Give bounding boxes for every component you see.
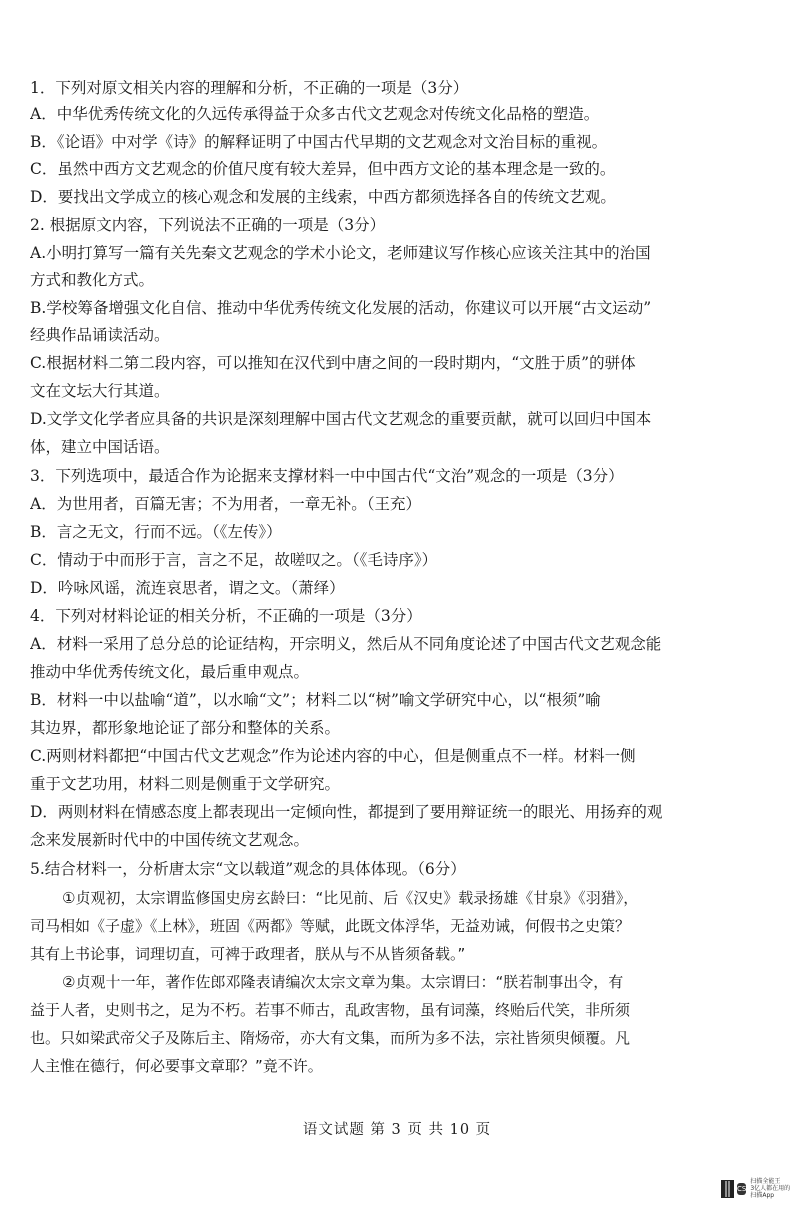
q4-stem: 4．下列对材料论证的相关分析，不正确的一项是（3分） (30, 607, 422, 625)
q2-option-d-line2: 体，建立中国话语。 (30, 438, 170, 456)
q2-option-d-line1: D.文学文化学者应具备的共识是深刻理解中国古代文艺观念的重要贡献，就可以回归中国本 (30, 410, 652, 428)
q1-option-d: D．要找出文学成立的核心观念和发展的主线索，中西方都须选择各自的传统文艺观。 (30, 188, 616, 206)
passage-1-line1: ①贞观初，太宗谓监修国史房玄龄曰：“比见前、后《汉史》载录扬雄《甘泉》《羽猎》， (62, 889, 639, 907)
q4-option-b-line2: 其边界，都形象地论证了部分和整体的关系。 (30, 719, 341, 737)
qr-code-icon (722, 1181, 733, 1197)
watermark-tagline: 3亿人都在用的扫描App (750, 1185, 791, 1199)
passage-1-line3: 其有上书论事，词理切直，可裨于政理者，朕从与不从皆须备载。” (30, 945, 466, 963)
page-footer: 语文试题 第 3 页 共 10 页 (302, 1122, 492, 1138)
app-badge-icon: CS (737, 1184, 747, 1193)
passage-2-line1: ②贞观十一年，著作佐郎邓隆表请编次太宗文章为集。太宗谓曰：“朕若制事出令，有 (62, 973, 624, 991)
q2-option-c-line2: 文在文坛大行其道。 (30, 382, 170, 400)
q5-stem: 5.结合材料一，分析唐太宗“文以载道”观念的具体体现。（6分） (30, 860, 466, 878)
q4-option-c-line2: 重于文艺功用，材料二则是侧重于文学研究。 (30, 775, 341, 793)
q3-option-a: A．为世用者，百篇无害；不为用者，一章无补。（王充） (30, 495, 421, 513)
q2-option-c-line1: C.根据材料二第二段内容，可以推知在汉代到中唐之间的一段时期内，“文胜于质”的骈体 (30, 354, 636, 372)
q2-option-b-line2: 经典作品诵读活动。 (30, 326, 170, 344)
q4-option-a-line2: 推动中华优秀传统文化，最后重申观点。 (30, 663, 310, 681)
q2-stem: 2. 根据原文内容，下列说法不正确的一项是（3分） (30, 216, 386, 234)
scanner-watermark (722, 1178, 794, 1199)
q4-option-c-line1: C.两则材料都把“中国古代文艺观念”作为论述内容的中心，但是侧重点不一样。材料一侧 (30, 747, 636, 765)
q4-option-d-line1: D．两则材料在情感态度上都表现出一定倾向性，都提到了要用辩证统一的眼光、用扬弃的观 (30, 803, 663, 821)
q1-option-b: B．《论语》中对学《诗》的解释证明了中国古代早期的文艺观念对文治目标的重视。 (30, 133, 608, 151)
passage-1-line2: 司马相如《子虚》《上林》，班固《两都》等赋，此既文体浮华，无益劝诫，何假书之史策？ (30, 917, 631, 935)
q3-option-b: B．言之无文，行而不远。（《左传》） (30, 523, 282, 541)
q4-option-b-line1: B．材料一中以盐喻“道”，以水喻“文”；材料二以“树”喻文学研究中心，以“根须”喻 (30, 691, 601, 709)
q3-option-c: C．情动于中而形于言，言之不足，故嗟叹之。（《毛诗序》） (30, 551, 438, 569)
q1-option-a: A．中华优秀传统文化的久远传承得益于众多古代文艺观念对传统文化品格的塑造。 (30, 105, 600, 123)
q4-option-d-line2: 念来发展新时代中的中国传统文艺观念。 (30, 831, 310, 849)
passage-2-line3: 也。只如梁武帝父子及陈后主、隋炀帝，亦大有文集，而所为多不法，宗社皆须臾倾覆。凡 (30, 1029, 631, 1047)
q1-stem: 1．下列对原文相关内容的理解和分析，不正确的一项是（3分） (30, 79, 469, 97)
q1-option-c: C．虽然中西方文艺观念的价值尺度有较大差异，但中西方文论的基本理念是一致的。 (30, 160, 616, 178)
q3-stem: 3．下列选项中，最适合作为论据来支撑材料一中中国古代“文治”观念的一项是（3分） (30, 467, 624, 485)
q3-option-d: D．吟咏风谣，流连哀思者，谓之文。（萧绎） (30, 579, 345, 597)
watermark-text (750, 1178, 794, 1199)
q2-option-a-line1: A.小明打算写一篇有关先秦文艺观念的学术小论文，老师建议写作核心应该关注其中的治国 (30, 244, 651, 262)
q2-option-b-line1: B.学校筹备增强文化自信、推动中华优秀传统文化发展的活动，你建议可以开展“古文运动” (30, 299, 652, 317)
passage-2-line2: 益于人者，史则书之，足为不朽。若事不师古，乱政害物，虽有词藻，终贻后代笑，非所须 (30, 1001, 631, 1019)
q4-option-a-line1: A．材料一采用了总分总的论证结构，开宗明义，然后从不同角度论述了中国古代文艺观念能 (30, 635, 662, 653)
passage-2-line4: 人主惟在德行，何必要事文章耶？”竟不许。 (30, 1057, 323, 1075)
watermark-app-name: 扫描全能王 (750, 1178, 781, 1185)
q2-option-a-line2: 方式和教化方式。 (30, 271, 155, 289)
